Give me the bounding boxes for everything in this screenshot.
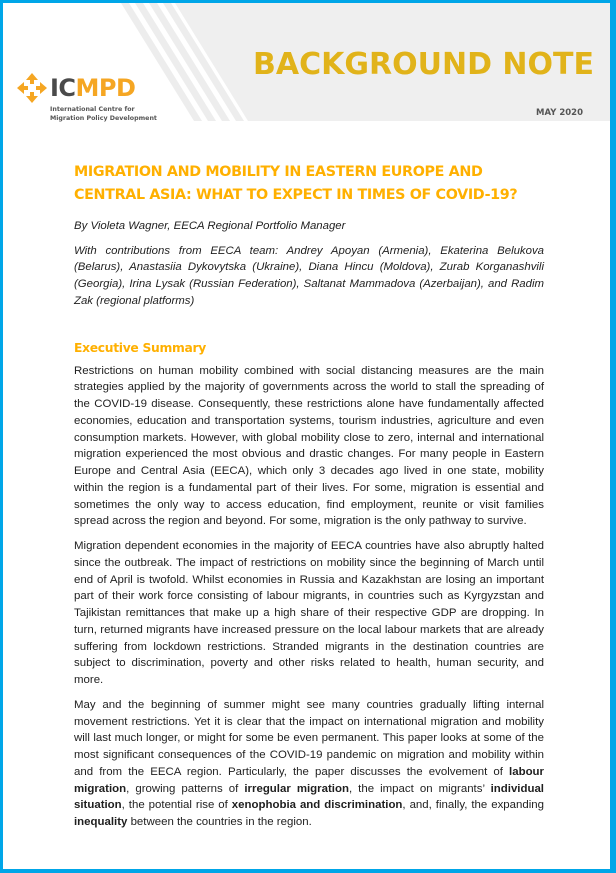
document-title: MIGRATION AND MOBILITY IN EASTERN EUROPE AND CENTRAL ASIA: WHAT TO EXPECT IN TIMES OF COVID-19? (74, 164, 518, 203)
paragraph-1: Restrictions on human mobility combined with social distancing measures are the main strategies applied by the majority of governments across the world to stall the spreading of the COVID-19 disease. Consequently, these restrictions alone have fundamentally affected economies, education and transportation systems, tourism industries, agriculture and even consumption markets. However, with global mobility close to zero, internal and international migration experienced the most obvious and drastic changes. For many people in Eastern Europe and Central Asia (EECA), which only 3 decades ago lived in one state, mobility within the region is a fundamental part of their lives. For some, migration is essential and sometimes the only way to access education, find employment, reunite or visit families spread across the region and beyond. For some, migration is the only pathway to survive. (74, 364, 544, 528)
icmpd-logo (17, 73, 187, 123)
author-byline: By Violeta Wagner, EECA Regional Portfolio Manager (74, 220, 346, 232)
paragraph-2: Migration dependent economies in the majority of EECA countries have also abruptly halted since the outbreak. The impact of restrictions on mobility since the beginning of March until end of April is twofold. Whilst economies in Russia and Kazakhstan are losing an important part of their work force consisting of labour migrants, in countries such as Kyrgyzstan and Tajikistan remittances that make up a high share of their respective GDP are dropping. In turn, returned migrants have increased pressure on the local labour markets that are already suffering from lockdown restrictions. Stranded migrants in the destination countries are subject to discrimination, poverty and other risks related to health, human security, and more. (74, 540, 544, 687)
document-type-heading: BACKGROUND NOTE (253, 47, 594, 82)
emphasis-xenophobia: xenophobia and discrimination (231, 799, 403, 812)
logo-subtitle: International Centre for Migration Policy Development (50, 106, 157, 122)
paragraph-3: May and the beginning of summer might see many countries gradually lifting internal movement restrictions. Yet it is clear that the impact on international migration and mobility will last much longer, or might for some be even permanent. This paper looks at some of the most significant consequences of the COVID-19 pandemic on migration and mobility within and from the EECA region. Particularly, the paper discusses the evolvement of labour migration, growing patterns of irregular migration, the impact on migrants’ individual situation, the potential rise of xenophobia and discrimination, and, finally, the expanding inequality between the countries in the region. (74, 698, 544, 829)
document-body (74, 161, 544, 831)
logo-wordmark: ICMPD (50, 74, 136, 102)
section-heading-executive-summary: Executive Summary (74, 340, 206, 355)
emphasis-individual-situation: individual situation (74, 782, 544, 812)
publication-date: MAY 2020 (536, 108, 583, 118)
contributors: With contributions from EECA team: Andrey Apoyan (Armenia), Ekaterina Belukova (Belarus), Anastasiia Dykovytska (Ukraine), Diana Hincu (Moldova), Zurab Korganashvili (Georgia), Irina Lysak (Russian Federation), Saltanat Mammadova (Azerbaijan), and Radim Zak (regional platforms) (74, 244, 544, 307)
four-arrows-logo-icon (17, 73, 47, 103)
header-band (3, 3, 610, 121)
emphasis-inequality: inequality (74, 816, 128, 829)
document-page (3, 3, 610, 869)
emphasis-irregular-migration: irregular migration (244, 782, 349, 795)
emphasis-labour-migration: labour migration (74, 765, 544, 795)
